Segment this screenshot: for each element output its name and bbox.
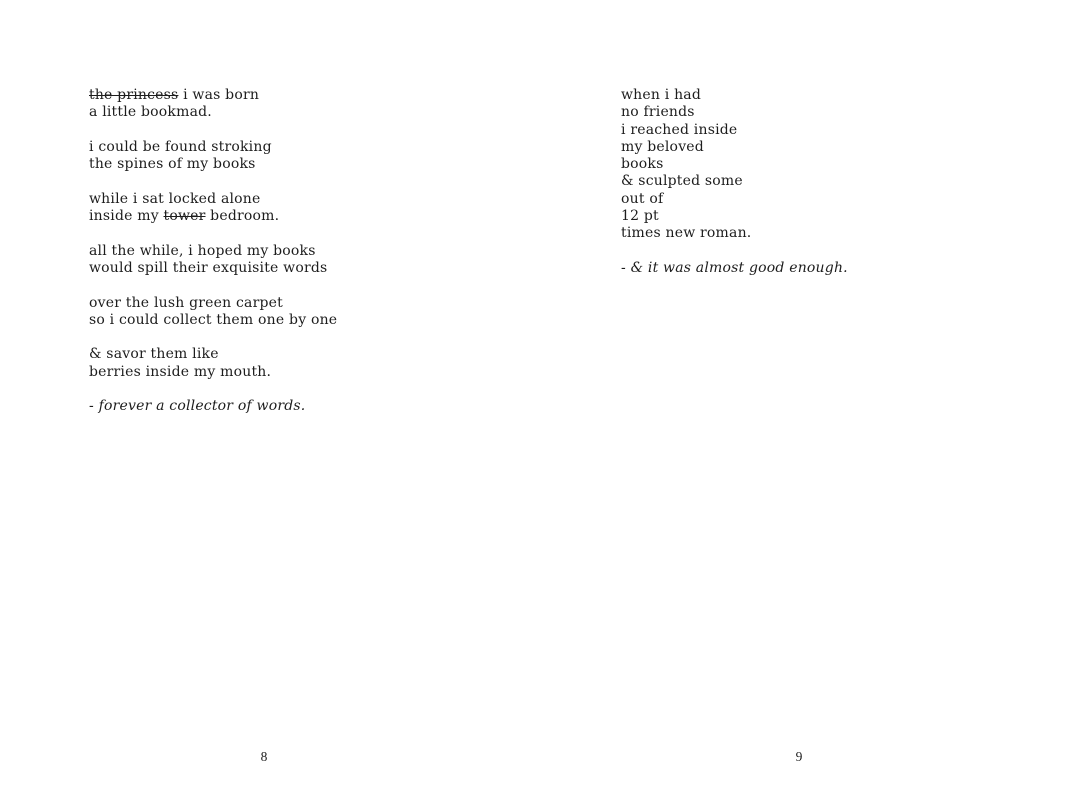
poem-line [89,295,337,312]
poem-text: bedroom. [205,208,280,225]
poem-text: my beloved [621,138,704,155]
poem-left [89,87,337,416]
poem-text: inside my [89,208,164,225]
poem-text: would spill their exquisite words [89,259,328,276]
poem-line [89,104,337,121]
poem-line [621,87,848,104]
poem-text: the spines of my books [89,156,256,173]
poem-text: all the while, i hoped my books [89,242,316,259]
poem-line [89,191,337,208]
poem-blank-line [89,225,337,242]
poem-text: i could be found stroking [89,138,272,155]
poem-line [621,208,848,225]
poem-text: & sculpted some [621,173,743,190]
struck-text: tower [163,208,206,225]
poem-line [89,208,337,225]
poem-text: - forever a collector of words. [89,398,306,415]
poem-text: books [621,156,664,173]
poem-text: i reached inside [621,121,738,138]
poem-line [621,173,848,190]
poem-text: & savor them like [89,346,219,363]
poem-text: over the lush green carpet [89,294,283,311]
poem-text: i was born [178,87,260,103]
poem-text: no friends [621,104,695,121]
page-number-left: 8 [260,749,268,764]
poem-line [89,312,337,329]
poem-blank-line [89,381,337,398]
poem-blank-line [89,329,337,346]
poem-blank-line [89,277,337,294]
poem-line [89,139,337,156]
poem-line [89,398,337,415]
struck-text: the princess [89,87,179,103]
poem-line [621,139,848,156]
poem-text: - & it was almost good enough. [621,259,848,276]
poem-text: a little bookmad. [89,104,212,121]
poem-text: when i had [621,87,702,103]
poem-text: times new roman. [621,225,752,242]
poem-line [621,225,848,242]
poem-line [89,156,337,173]
poem-text: 12 pt [621,208,659,225]
poem-line [89,260,337,277]
poem-line [89,87,337,104]
poem-text: berries inside my mouth. [89,363,272,380]
page-right [533,0,1066,800]
poem-blank-line [621,243,848,260]
poem-blank-line [89,122,337,139]
poem-right [621,87,848,277]
poem-line [621,122,848,139]
poem-line [621,104,848,121]
page-number-right: 9 [795,749,803,764]
poem-line [621,260,848,277]
poem-line [621,191,848,208]
poem-text: so i could collect them one by one [89,311,338,328]
poem-line [621,156,848,173]
poem-text: while i sat locked alone [89,190,261,207]
poem-line [89,364,337,381]
poem-line [89,243,337,260]
poem-text: out of [621,190,664,207]
poem-blank-line [89,173,337,190]
poem-line [89,346,337,363]
